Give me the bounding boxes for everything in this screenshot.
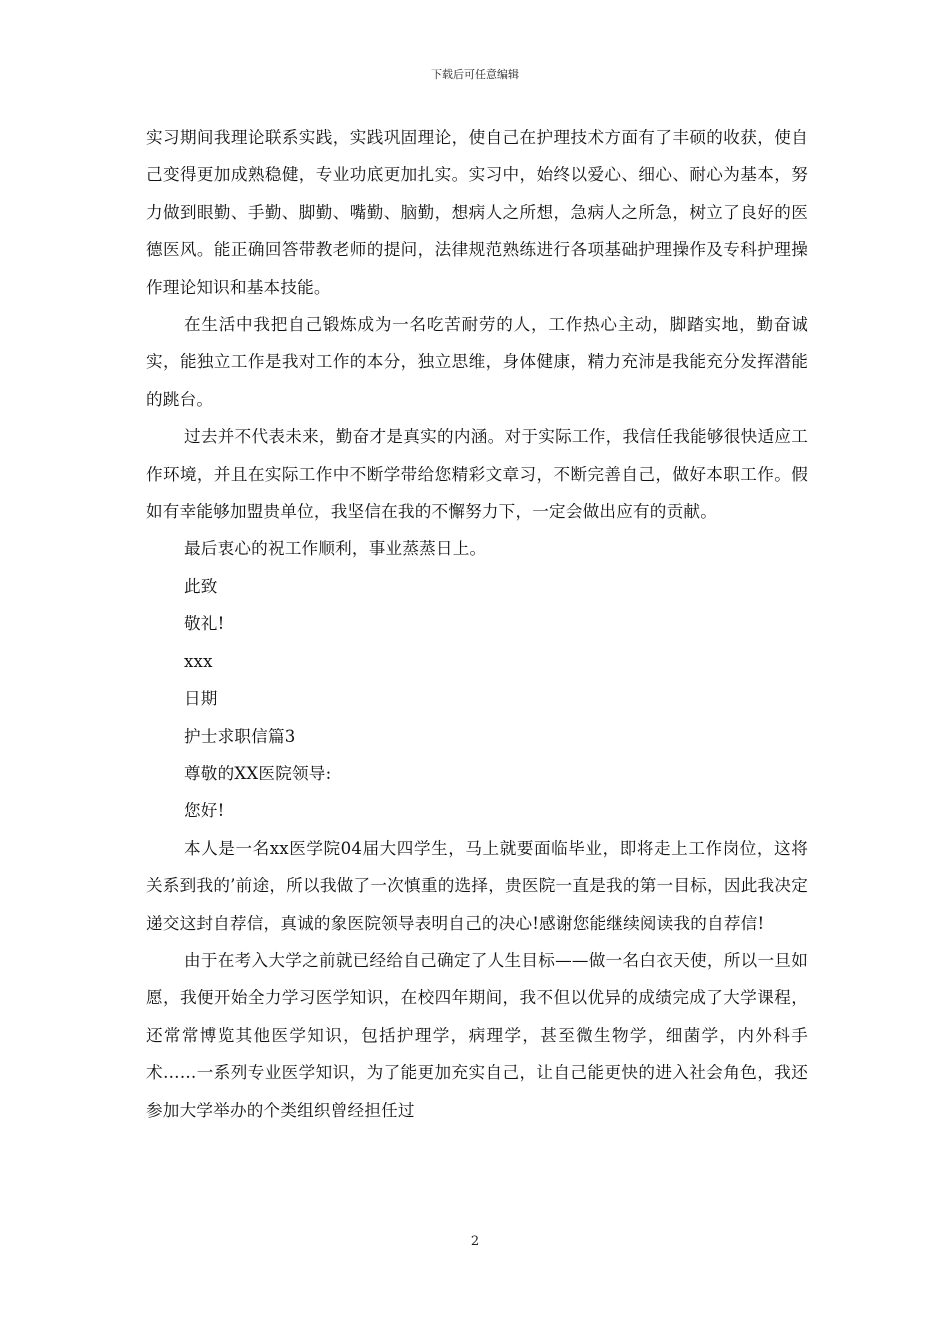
paragraph-study: 由于在考入大学之前就已经给自己确定了人生目标——做一名白衣天使，所以一旦如愿，我便开始全力学习医学知识，在校四年期间，我不但以优异的成绩完成了大学课程，还常常博览其他医学知识，包括护理学，病理学，甚至微生物学，细菌学，内外科手术……一系列专业医学知识，为了能更加充实自己，让自己能更快的进入社会角色，我还参加大学举办的个类组织曾经担任过 bbox=[146, 950, 808, 1120]
paragraph-internship: 实习期间我理论联系实践，实践巩固理论，使自己在护理技术方面有了丰硕的收获，使自己变得更加成熟稳健，专业功底更加扎实。实习中，始终以爱心、细心、耐心为基本，努力做到眼勤、手勤、脚勤、嘴勤、脑勤，想病人之所想，急病人之所急，树立了良好的医德医风。能正确回答带教老师的提问，法律规范熟练进行各项基础护理操作及专科护理操作理论知识和基本技能。 bbox=[146, 128, 808, 297]
section-title: 护士求职信篇3 bbox=[184, 726, 296, 746]
paragraph-wishes: 最后衷心的祝工作顺利，事业蒸蒸日上。 bbox=[184, 539, 487, 559]
closing-regards: 敬礼! bbox=[184, 614, 225, 634]
paragraph-life: 在生活中我把自己锻炼成为一名吃苦耐劳的人，工作热心主动，脚踏实地，勤奋诚实，能独立工作是我对工作的本分，独立思维，身体健康，精力充沛是我能充分发挥潜能的跳台。 bbox=[146, 315, 808, 409]
paragraph-introduction: 本人是一名xx医学院04届大四学生，马上就要面临毕业，即将走上工作岗位，这将关系到我的’前途，所以我做了一次慎重的选择，贵医院一直是我的第一目标，因此我决定递交这封自荐信，真诚的象医院领导表明自己的决心!感谢您能继续阅读我的自荐信! bbox=[146, 838, 808, 933]
closing-salutation: 此致 bbox=[184, 576, 218, 596]
page-header: 下载后可任意编辑 bbox=[431, 68, 519, 81]
greeting-recipient: 尊敬的XX医院领导: bbox=[184, 763, 332, 783]
paragraph-future: 过去并不代表未来，勤奋才是真实的内涵。对于实际工作，我信任我能够很快适应工作环境，并且在实际工作中不断学带给您精彩文章习，不断完善自己，做好本职工作。假如有幸能够加盟贵单位，我坚信在我的不懈努力下，一定会做出应有的贡献。 bbox=[146, 427, 808, 522]
greeting-hello: 您好! bbox=[184, 801, 225, 821]
signature-name: xxx bbox=[184, 651, 213, 671]
signature-date: 日期 bbox=[184, 689, 218, 709]
page-number: 2 bbox=[470, 1234, 480, 1249]
document-body bbox=[146, 119, 808, 1129]
